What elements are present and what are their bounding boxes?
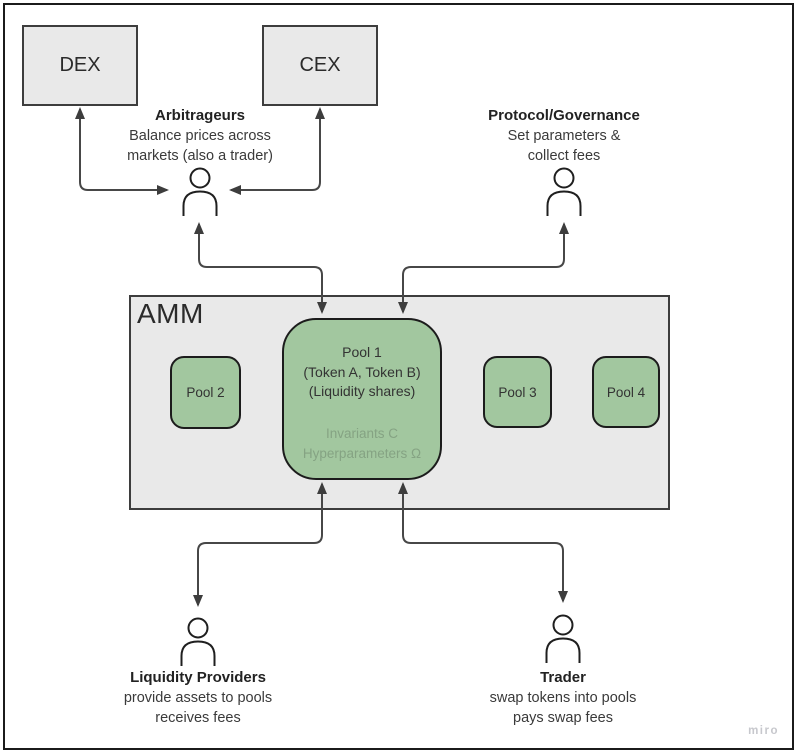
pool1-box[interactable] [282,318,442,480]
pool1-title: Pool 1 [342,344,382,360]
pool4-box[interactable] [592,356,660,428]
trader-person-icon[interactable] [547,616,580,664]
arbitrageurs-person-icon[interactable] [184,169,217,217]
pool1-shares: (Liquidity shares) [308,383,416,399]
governance-text-block[interactable] [449,106,679,166]
pool1-tokens: (Token A, Token B) [303,363,421,380]
governance-desc-line1: Set parameters & [507,128,621,144]
arbitrageurs-text-block[interactable] [85,106,315,166]
governance-desc-line2: collect fees [527,148,601,164]
trader-text-block[interactable] [448,668,678,728]
liquidity-providers-desc-line1: provide assets to pools [123,690,273,706]
cex-label: CEX [299,54,341,76]
arbitrageurs-desc-line1: Balance prices across [129,128,271,144]
trader-name: Trader [540,669,586,686]
liquidity-providers-name: Liquidity Providers [130,669,266,686]
pool3-box[interactable] [483,356,552,428]
arbitrageurs-name: Arbitrageurs [154,107,246,124]
pool3-label: Pool 3 [498,384,537,400]
dex-label: DEX [59,54,101,76]
liquidity-providers-desc-line2: receives fees [155,710,241,726]
governance-person-icon[interactable] [548,169,581,217]
liquidity-providers-text-block[interactable] [83,668,313,728]
trader-desc-line1: swap tokens into pools [489,690,637,706]
pool1-hyperparameters: Hyperparameters Ω [302,445,422,461]
miro-watermark: miro [748,725,779,737]
dex-box[interactable] [22,25,138,106]
pool2-box[interactable] [170,356,241,429]
pool1-invariants: Invariants C [325,425,399,441]
governance-name: Protocol/Governance [488,107,640,124]
cex-box[interactable] [262,25,378,106]
liquidity-providers-person-icon[interactable] [182,619,215,667]
trader-desc-line2: pays swap fees [513,710,613,726]
amm-label: AMM [137,298,204,329]
pool2-label: Pool 2 [186,385,225,400]
pool4-label: Pool 4 [606,384,646,400]
arbitrageurs-desc-line2: markets (also a trader) [127,148,273,164]
